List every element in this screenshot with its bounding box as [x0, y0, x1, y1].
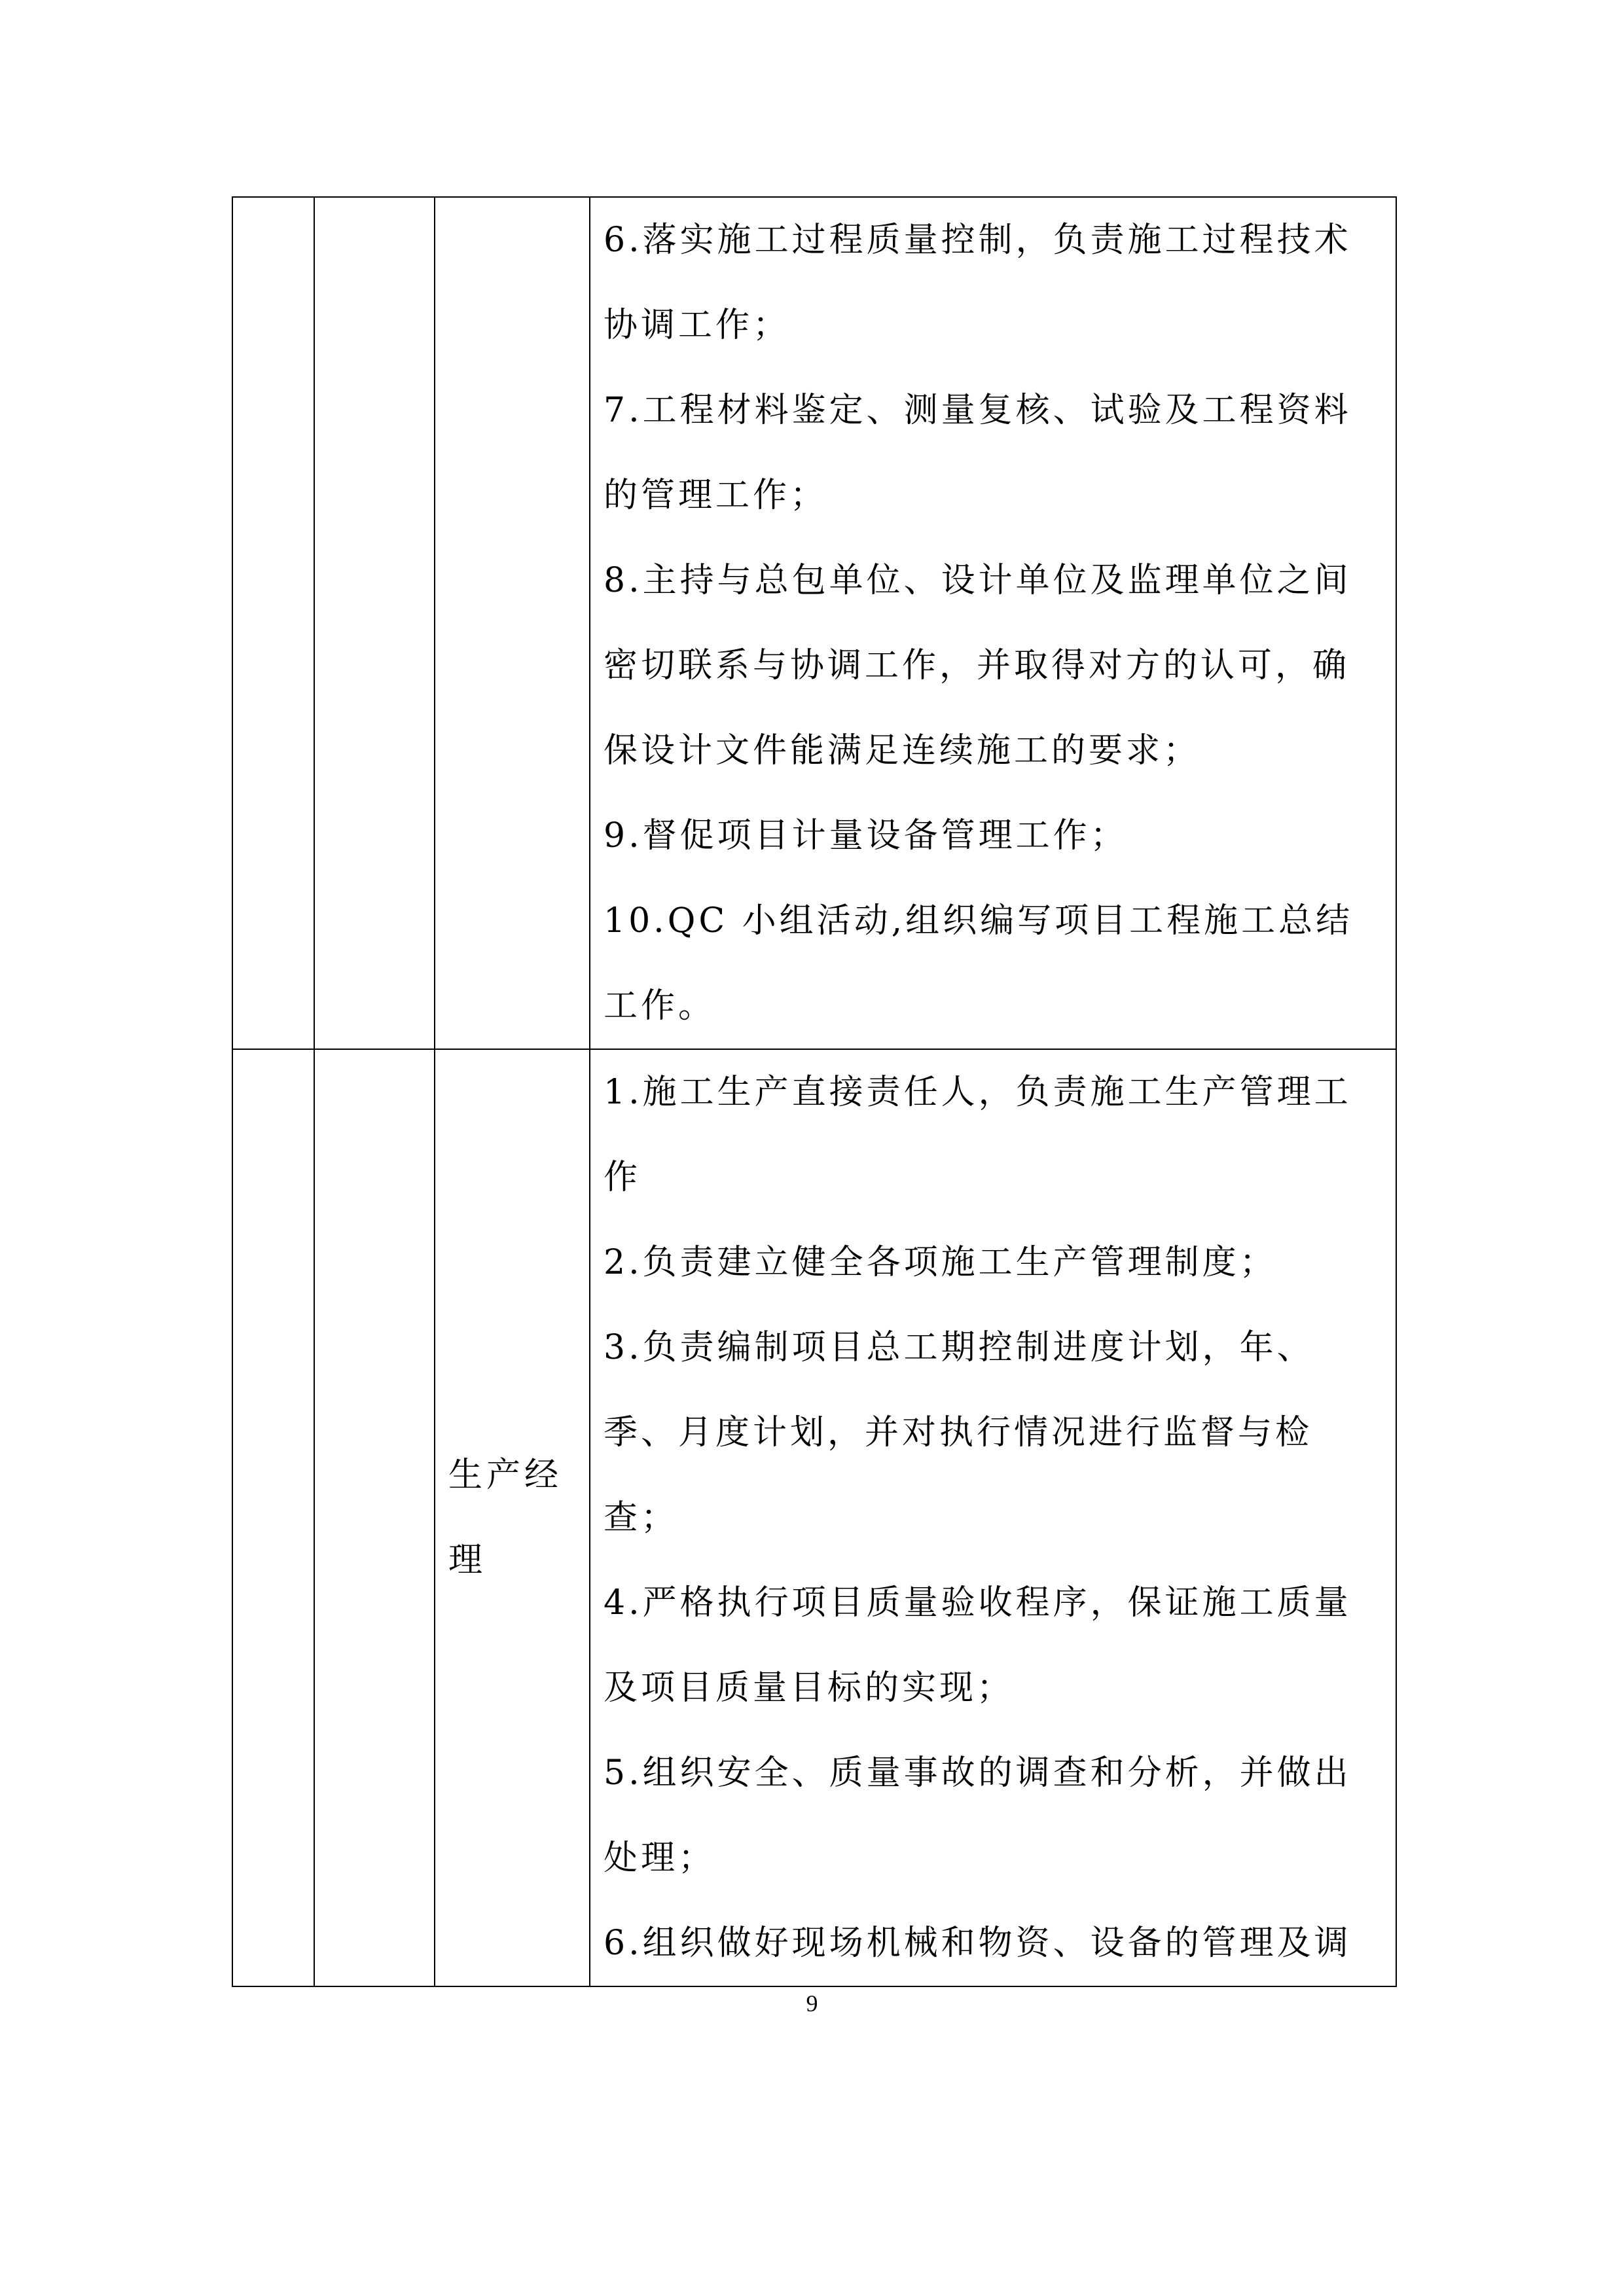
role-title: 生产经理 — [448, 1456, 563, 1580]
table-cell-col2 — [314, 1049, 435, 1986]
responsibility-table — [232, 196, 1397, 1987]
duty-item: 7.工程材料鉴定、测量复核、试验及工程资料的管理工作； — [604, 391, 1352, 515]
duty-item: 2.负责建立健全各项施工生产管理制度； — [604, 1243, 1277, 1282]
duty-item: 3.负责编制项目总工期控制进度计划，年、季、月度计划，并对执行情况进行监督与检查； — [604, 1328, 1314, 1537]
duty-item: 9.督促项目计量设备管理工作； — [604, 816, 1128, 855]
duties-cell — [590, 1049, 1396, 1986]
duty-item: 6.组织做好现场机械和物资、设备的管理及调 — [604, 1924, 1352, 1963]
duty-item: 8.主持与总包单位、设计单位及监理单位之间密切联系与协调工作，并取得对方的认可，确保设计文件能满足连续施工的要求； — [604, 561, 1352, 770]
table-cell-col1 — [232, 197, 314, 1049]
table-row — [232, 197, 1396, 1049]
duty-item: 10.QC 小组活动,组织编写项目工程施工总结工作。 — [604, 901, 1354, 1026]
duties-cell — [590, 197, 1396, 1049]
duty-list — [604, 1050, 1385, 1986]
duty-item: 4.严格执行项目质量验收程序，保证施工质量及项目质量目标的实现； — [604, 1583, 1352, 1708]
duty-list — [604, 198, 1385, 1049]
duty-item: 1.施工生产直接责任人，负责施工生产管理工作 — [604, 1073, 1352, 1197]
role-cell — [435, 197, 590, 1049]
duty-item: 5.组织安全、质量事故的调查和分析，并做出处理； — [604, 1753, 1352, 1878]
table-row — [232, 1049, 1396, 1986]
duty-item: 6.落实施工过程质量控制，负责施工过程技术协调工作； — [604, 221, 1352, 345]
table-cell-col1 — [232, 1049, 314, 1986]
role-cell — [435, 1049, 590, 1986]
table-cell-col2 — [314, 197, 435, 1049]
page-number: 9 — [806, 1990, 818, 2017]
